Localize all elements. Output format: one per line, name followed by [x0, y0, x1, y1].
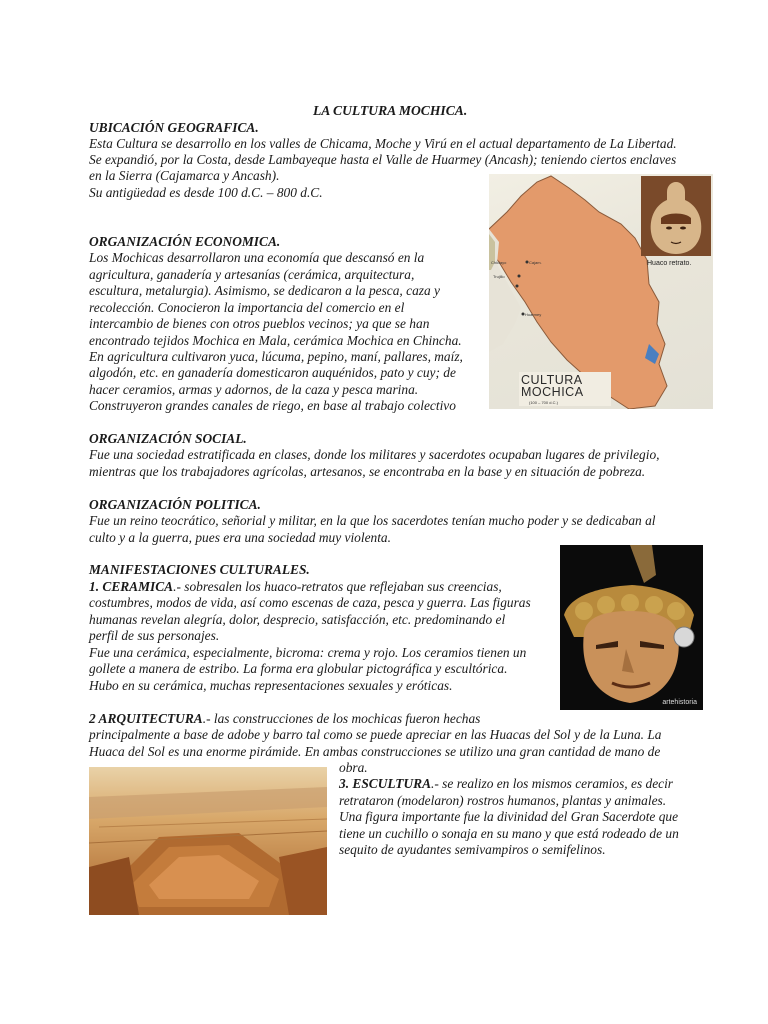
economica-line: recolección. Conocieron la importancia del comercio en el — [89, 300, 405, 315]
heading-economica: ORGANIZACIÓN ECONOMICA. — [89, 234, 281, 249]
map-legend-title-1: CULTURA — [521, 373, 583, 387]
ubicacion-line: Esta Cultura se desarrollo en los valles de Chicama, Moche y Virú en el actual departamento de La Libertad. — [89, 136, 677, 151]
arquitectura-line: obra. — [339, 760, 368, 775]
portrait-watermark: artehistoria — [662, 699, 697, 706]
economica-line: agricultura, ganadería y artesanías (cerámica, arquitectura, — [89, 267, 415, 282]
heading-manifestaciones: MANIFESTACIONES CULTURALES. — [89, 562, 310, 577]
ceramica-label: 1. CERAMICA — [89, 579, 174, 594]
heading-social: ORGANIZACIÓN SOCIAL. — [89, 431, 247, 446]
social-line: Fue una sociedad estratificada en clases, donde los militares y sacerdotes ocupaban lugares de privilegio, — [89, 447, 660, 462]
ceramica-line: Hubo en su cerámica, muchas representaciones sexuales y eróticas. — [89, 678, 453, 693]
economica-line: algodón, etc. en ganadería domesticaron auquénidos, pato y cuy; de — [89, 365, 456, 380]
arquitectura-line: Huaca del Sol es una enorme pirámide. En ambas construcciones se utilizo una gran cantidad de mano de — [89, 744, 661, 759]
heading-ubicacion: UBICACIÓN GEOGRAFICA. — [89, 120, 259, 135]
social-line: mientras que los trabajadores agrícolas, artesanos, se encontraba en la base y en situación de pobreza. — [89, 464, 646, 479]
ceramica-line: costumbres, modos de vida, así como escenas de caza, pesca y guerra. Las figuras — [89, 595, 531, 610]
economica-line: hacer ceramios, armas y adornos, de la caza y pesca marina. — [89, 382, 419, 397]
arquitectura-line: principalmente a base de adobe y barro tal como se puede apreciar en las Huacas del Sol y de la Luna. La — [89, 727, 662, 742]
ubicacion-line: en la Sierra (Cajamarca y Ancash). — [89, 168, 280, 183]
politica-line: Fue un reino teocrático, señorial y militar, en la que los sacerdotes tenían mucho poder y se dedicaban al — [89, 513, 656, 528]
huaco-label: Huaco retrato. — [647, 260, 692, 267]
escultura-label: 3. ESCULTURA — [339, 776, 432, 791]
ceramica-line-first — [89, 579, 502, 595]
economica-line: Los Mochicas desarrollaron una economía que descansó en la — [89, 250, 425, 265]
escultura-line-first — [339, 776, 673, 792]
ubicacion-line: Su antigüedad es desde 100 d.C. – 800 d.C. — [89, 185, 323, 200]
economica-line: escultura, metalurgia). Asimismo, se dedicaron a la pesca, caza y — [89, 283, 440, 298]
map-legend-sub: (100 – 700 d.C.) — [529, 400, 558, 405]
ceramica-line: gollete a manera de estribo. La forma era globular pictográfica y escultórica. — [89, 661, 508, 676]
escultura-line: Una figura importante fue la divinidad del Gran Sacerdote que — [339, 809, 679, 824]
escultura-line: retrataron (modelaron) rostros humanos, plantas y animales. — [339, 793, 667, 808]
ceramica-line: humanas revelan alegría, dolor, desprecio, satisfacción, etc. predominando el — [89, 612, 506, 627]
arquitectura-text: .- las construcciones de los mochicas fueron hechas — [202, 711, 481, 726]
huaco-portrait-image — [560, 545, 703, 710]
escultura-line: sequito de ayudantes semivampiros o semifelinos. — [339, 842, 606, 857]
arquitectura-label: 2 ARQUITECTURA — [89, 711, 203, 726]
huaco-retrato-image — [641, 176, 711, 256]
economica-line: intercambio de bienes con otros pueblos vecinos; ya que se han — [89, 316, 430, 331]
peru-map-figure: Chiclayo Cajam. Trujillo Huarmey Huaco retrato. CULTURA MOCHICA (100 – 700 d.C.) — [489, 174, 713, 409]
heading-politica: ORGANIZACIÓN POLITICA. — [89, 497, 261, 512]
economica-line: encontrado tejidos Mochica en Mala, cerámica Mochica en Chincha. — [89, 333, 462, 348]
ubicacion-line: Se expandió, por la Costa, desde Lambayeque hasta el Valle de Huarmey (Ancash); teniendo ciertos enclaves — [89, 152, 677, 167]
politica-line: culto y a la guerra, pues era una sociedad muy violenta. — [89, 530, 391, 545]
economica-line: Construyeron grandes canales de riego, en base al trabajo colectivo — [89, 398, 456, 413]
escultura-text: .- se realizo en los mismos ceramios, es decir — [431, 776, 674, 791]
huaca-del-sol-photo — [89, 767, 327, 915]
page-title: LA CULTURA MOCHICA. — [313, 103, 468, 118]
escultura-line: tiene un cuchillo o sonaja en su mano y que está rodeado de un — [339, 826, 679, 841]
ceramica-line: Fue una cerámica, especialmente, bicroma: crema y rojo. Los ceramios tienen un — [89, 645, 527, 660]
arquitectura-line-first — [89, 711, 480, 727]
ceramica-text: .- sobresalen los huaco-retratos que reflejaban sus creencias, — [173, 579, 502, 594]
map-legend-title-2: MOCHICA — [521, 385, 584, 399]
economica-line: En agricultura cultivaron yuca, lúcuma, pepino, maní, pallares, maíz, — [89, 349, 463, 364]
ceramica-line: perfil de sus personajes. — [89, 628, 220, 643]
